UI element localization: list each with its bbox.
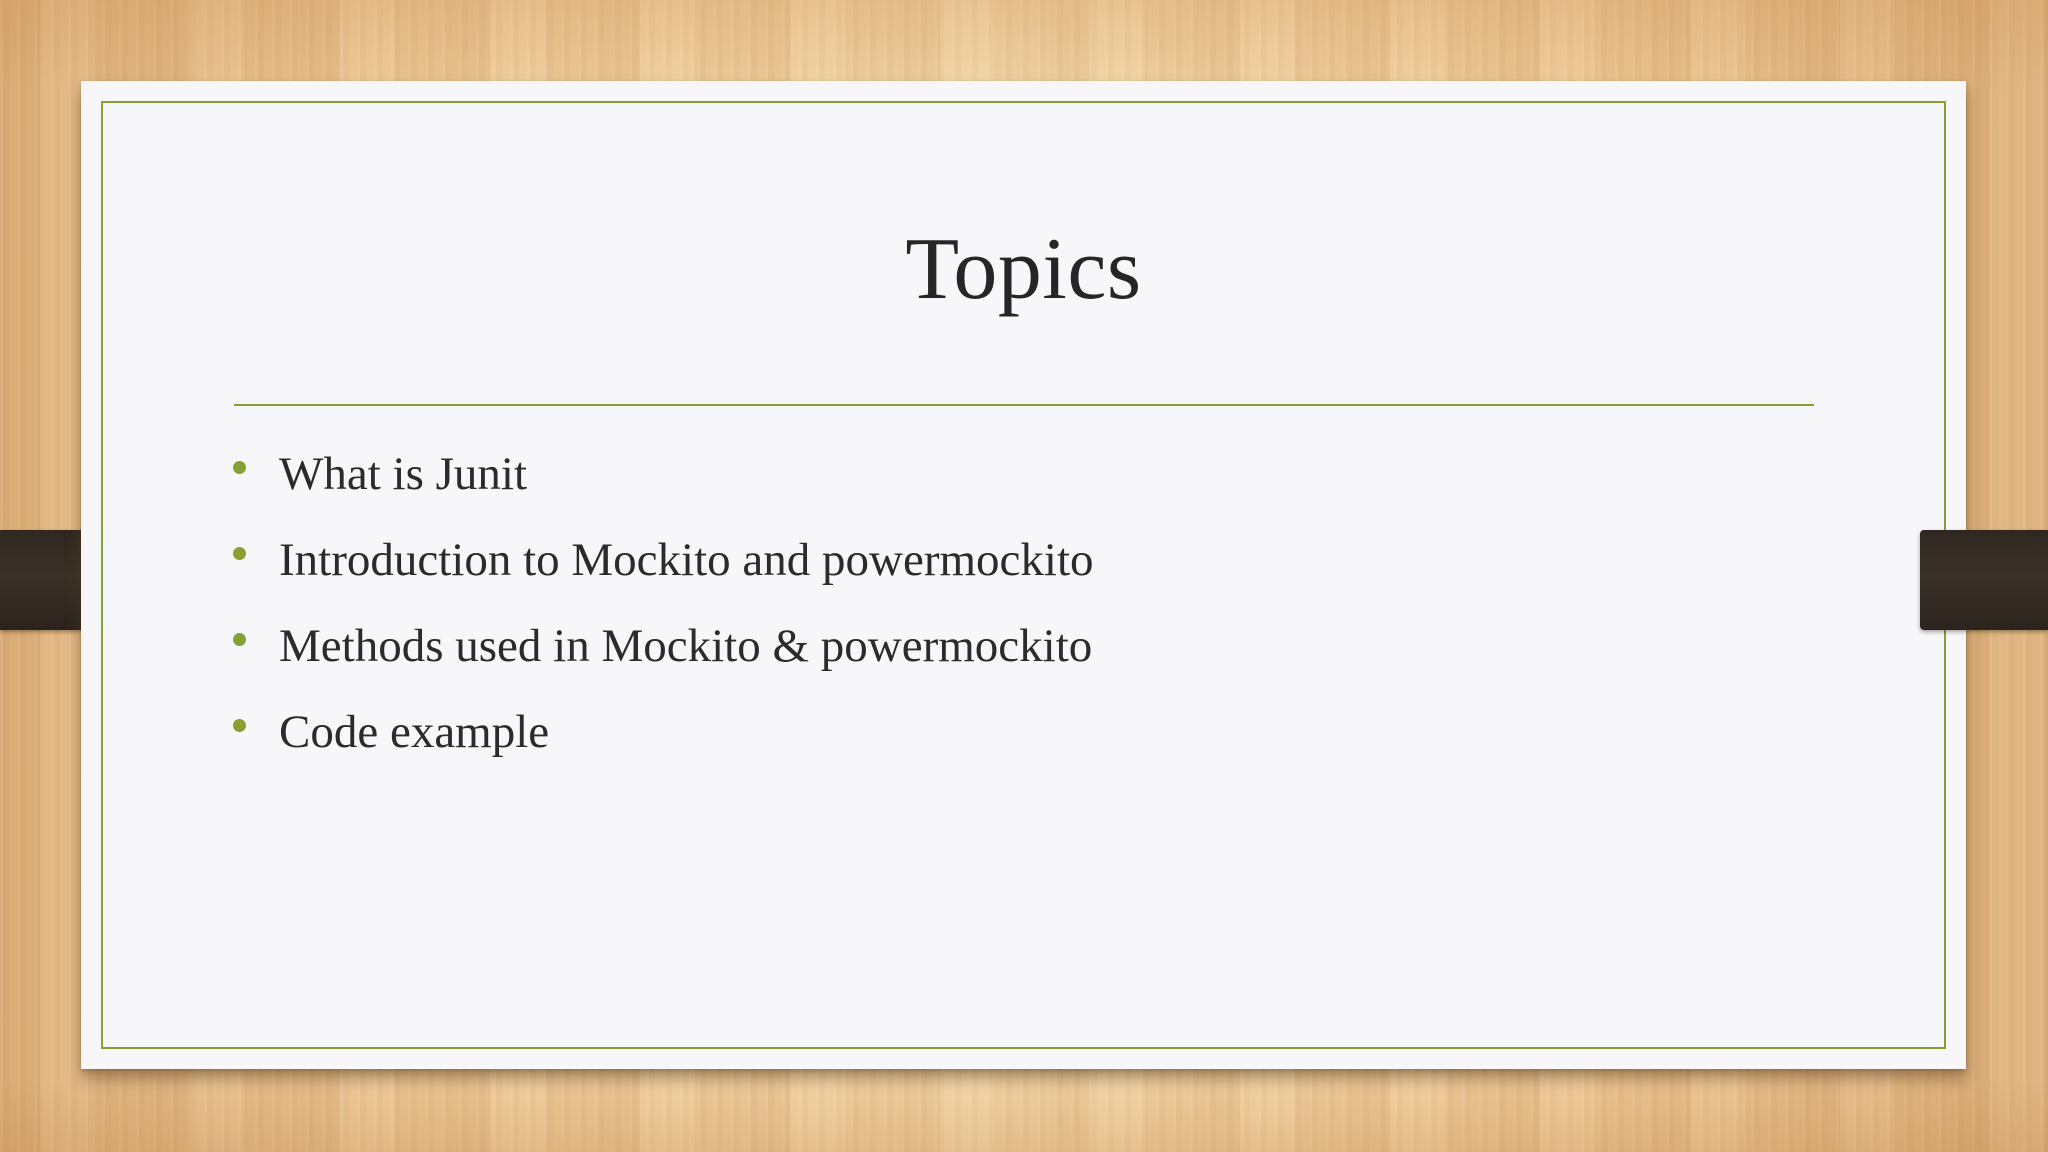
slide-card [81,81,1966,1069]
right-strap-decoration [1920,530,2048,630]
bullet-text: What is Junit [279,447,528,500]
bullet-item [233,517,1094,603]
slide-title: Topics [905,221,1142,318]
background-shade-bottom [0,1080,2048,1152]
bullet-item [233,603,1094,689]
bullet-item [233,689,1094,775]
bullet-item [233,431,1094,517]
bullet-list [233,431,1094,775]
bullet-text: Methods used in Mockito & powermockito [279,619,1093,672]
background-shade-top [0,0,2048,90]
title-divider [234,404,1814,406]
bullet-dot-icon [233,633,246,646]
bullet-text: Code example [279,705,550,758]
bullet-dot-icon [233,461,246,474]
bullet-dot-icon [233,547,246,560]
bullet-text: Introduction to Mockito and powermockito [279,533,1094,586]
bullet-dot-icon [233,719,246,732]
